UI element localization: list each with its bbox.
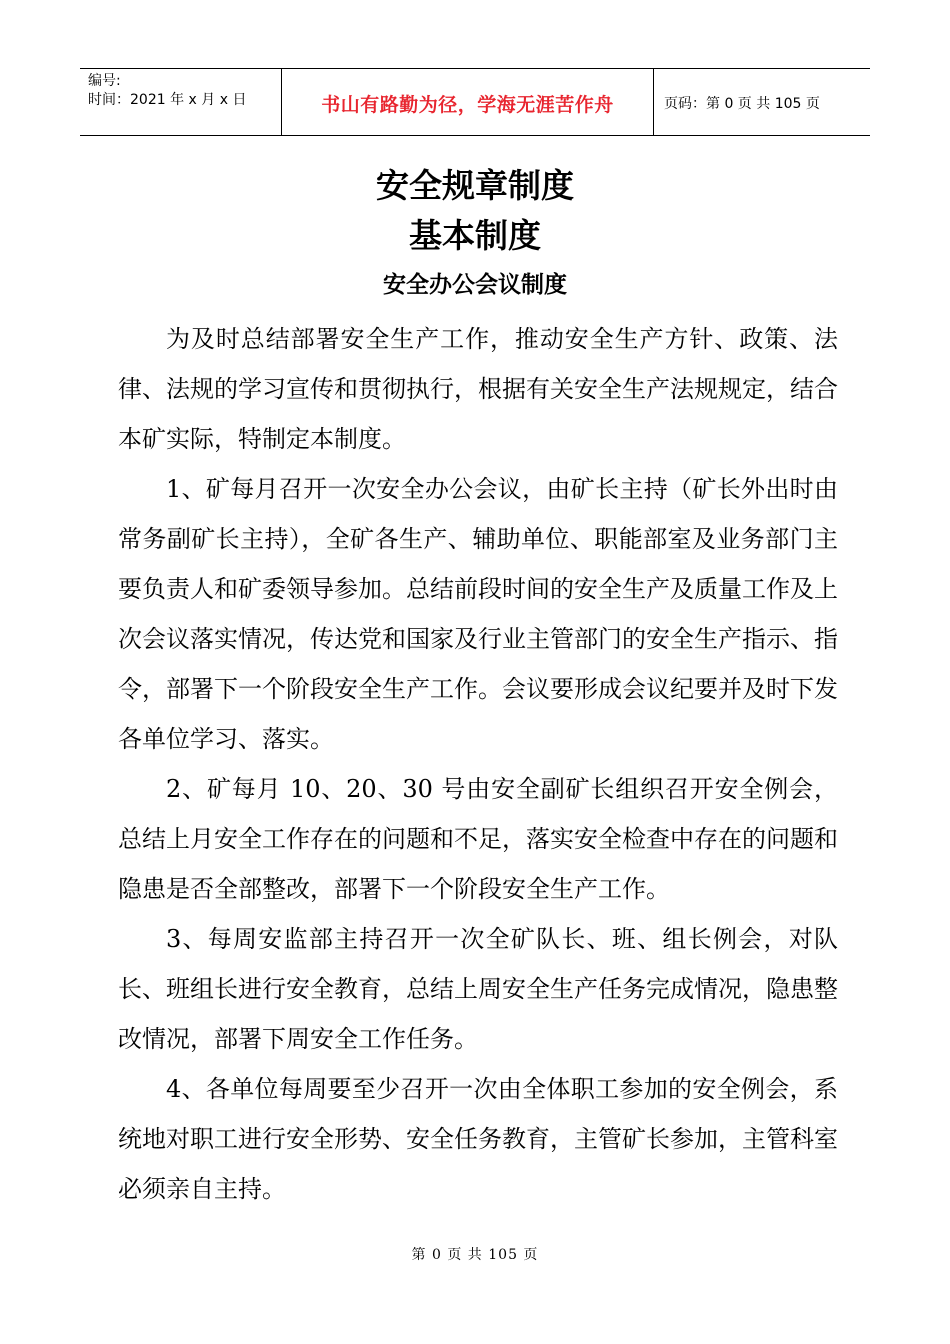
paragraph-item-2: 2、矿每月 10、20、30 号由安全副矿长组织召开安全例会，总结上月安全工作存在的问题和不足，落实安全检查中存在的问题和隐患是否全部整改，部署下一个阶段安全生产工作。 xyxy=(118,775,838,903)
paragraph-item-1: 1、矿每月召开一次安全办公会议，由矿长主持（矿长外出时由常务副矿长主持），全矿各生产、辅助单位、职能部室及业务部门主要负责人和矿委领导参加。总结前段时间的安全生产及质量工作及上次会议落实情况，传达党和国家及行业主管部门的安全生产指示、指令，部署下一个阶段安全生产工作。会议要形成会议纪要并及时下发各单位学习、落实。 xyxy=(118,475,838,753)
header-meta xyxy=(80,69,282,135)
document-subtitle: 基本制度 xyxy=(409,216,541,255)
document-time-label: 时间：2021 年 x 月 x 日 xyxy=(88,92,247,108)
header-page-info: 页码：第 0 页 共 105 页 xyxy=(664,96,820,112)
document-number-label: 编号: xyxy=(88,73,121,89)
paragraph-item-3: 3、每周安监部主持召开一次全矿队长、班、组长例会，对队长、班组长进行安全教育，总结上周安全生产任务完成情况，隐患整改情况，部署下周安全工作任务。 xyxy=(118,925,838,1053)
section-title: 安全办公会议制度 xyxy=(383,272,567,298)
page-footer: 第 0 页 共 105 页 xyxy=(411,1247,539,1263)
page-header xyxy=(80,68,870,136)
header-motto: 书山有路勤为径，学海无涯苦作舟 xyxy=(282,69,654,135)
paragraph-item-4: 4、各单位每周要至少召开一次由全体职工参加的安全例会，系统地对职工进行安全形势、安全任务教育，主管矿长参加，主管科室必须亲自主持。 xyxy=(118,1075,838,1203)
paragraph-intro: 为及时总结部署安全生产工作，推动安全生产方针、政策、法律、法规的学习宣传和贯彻执行，根据有关安全生产法规规定，结合本矿实际，特制定本制度。 xyxy=(118,325,838,453)
document-body xyxy=(118,314,838,1214)
document-title: 安全规章制度 xyxy=(376,166,574,205)
